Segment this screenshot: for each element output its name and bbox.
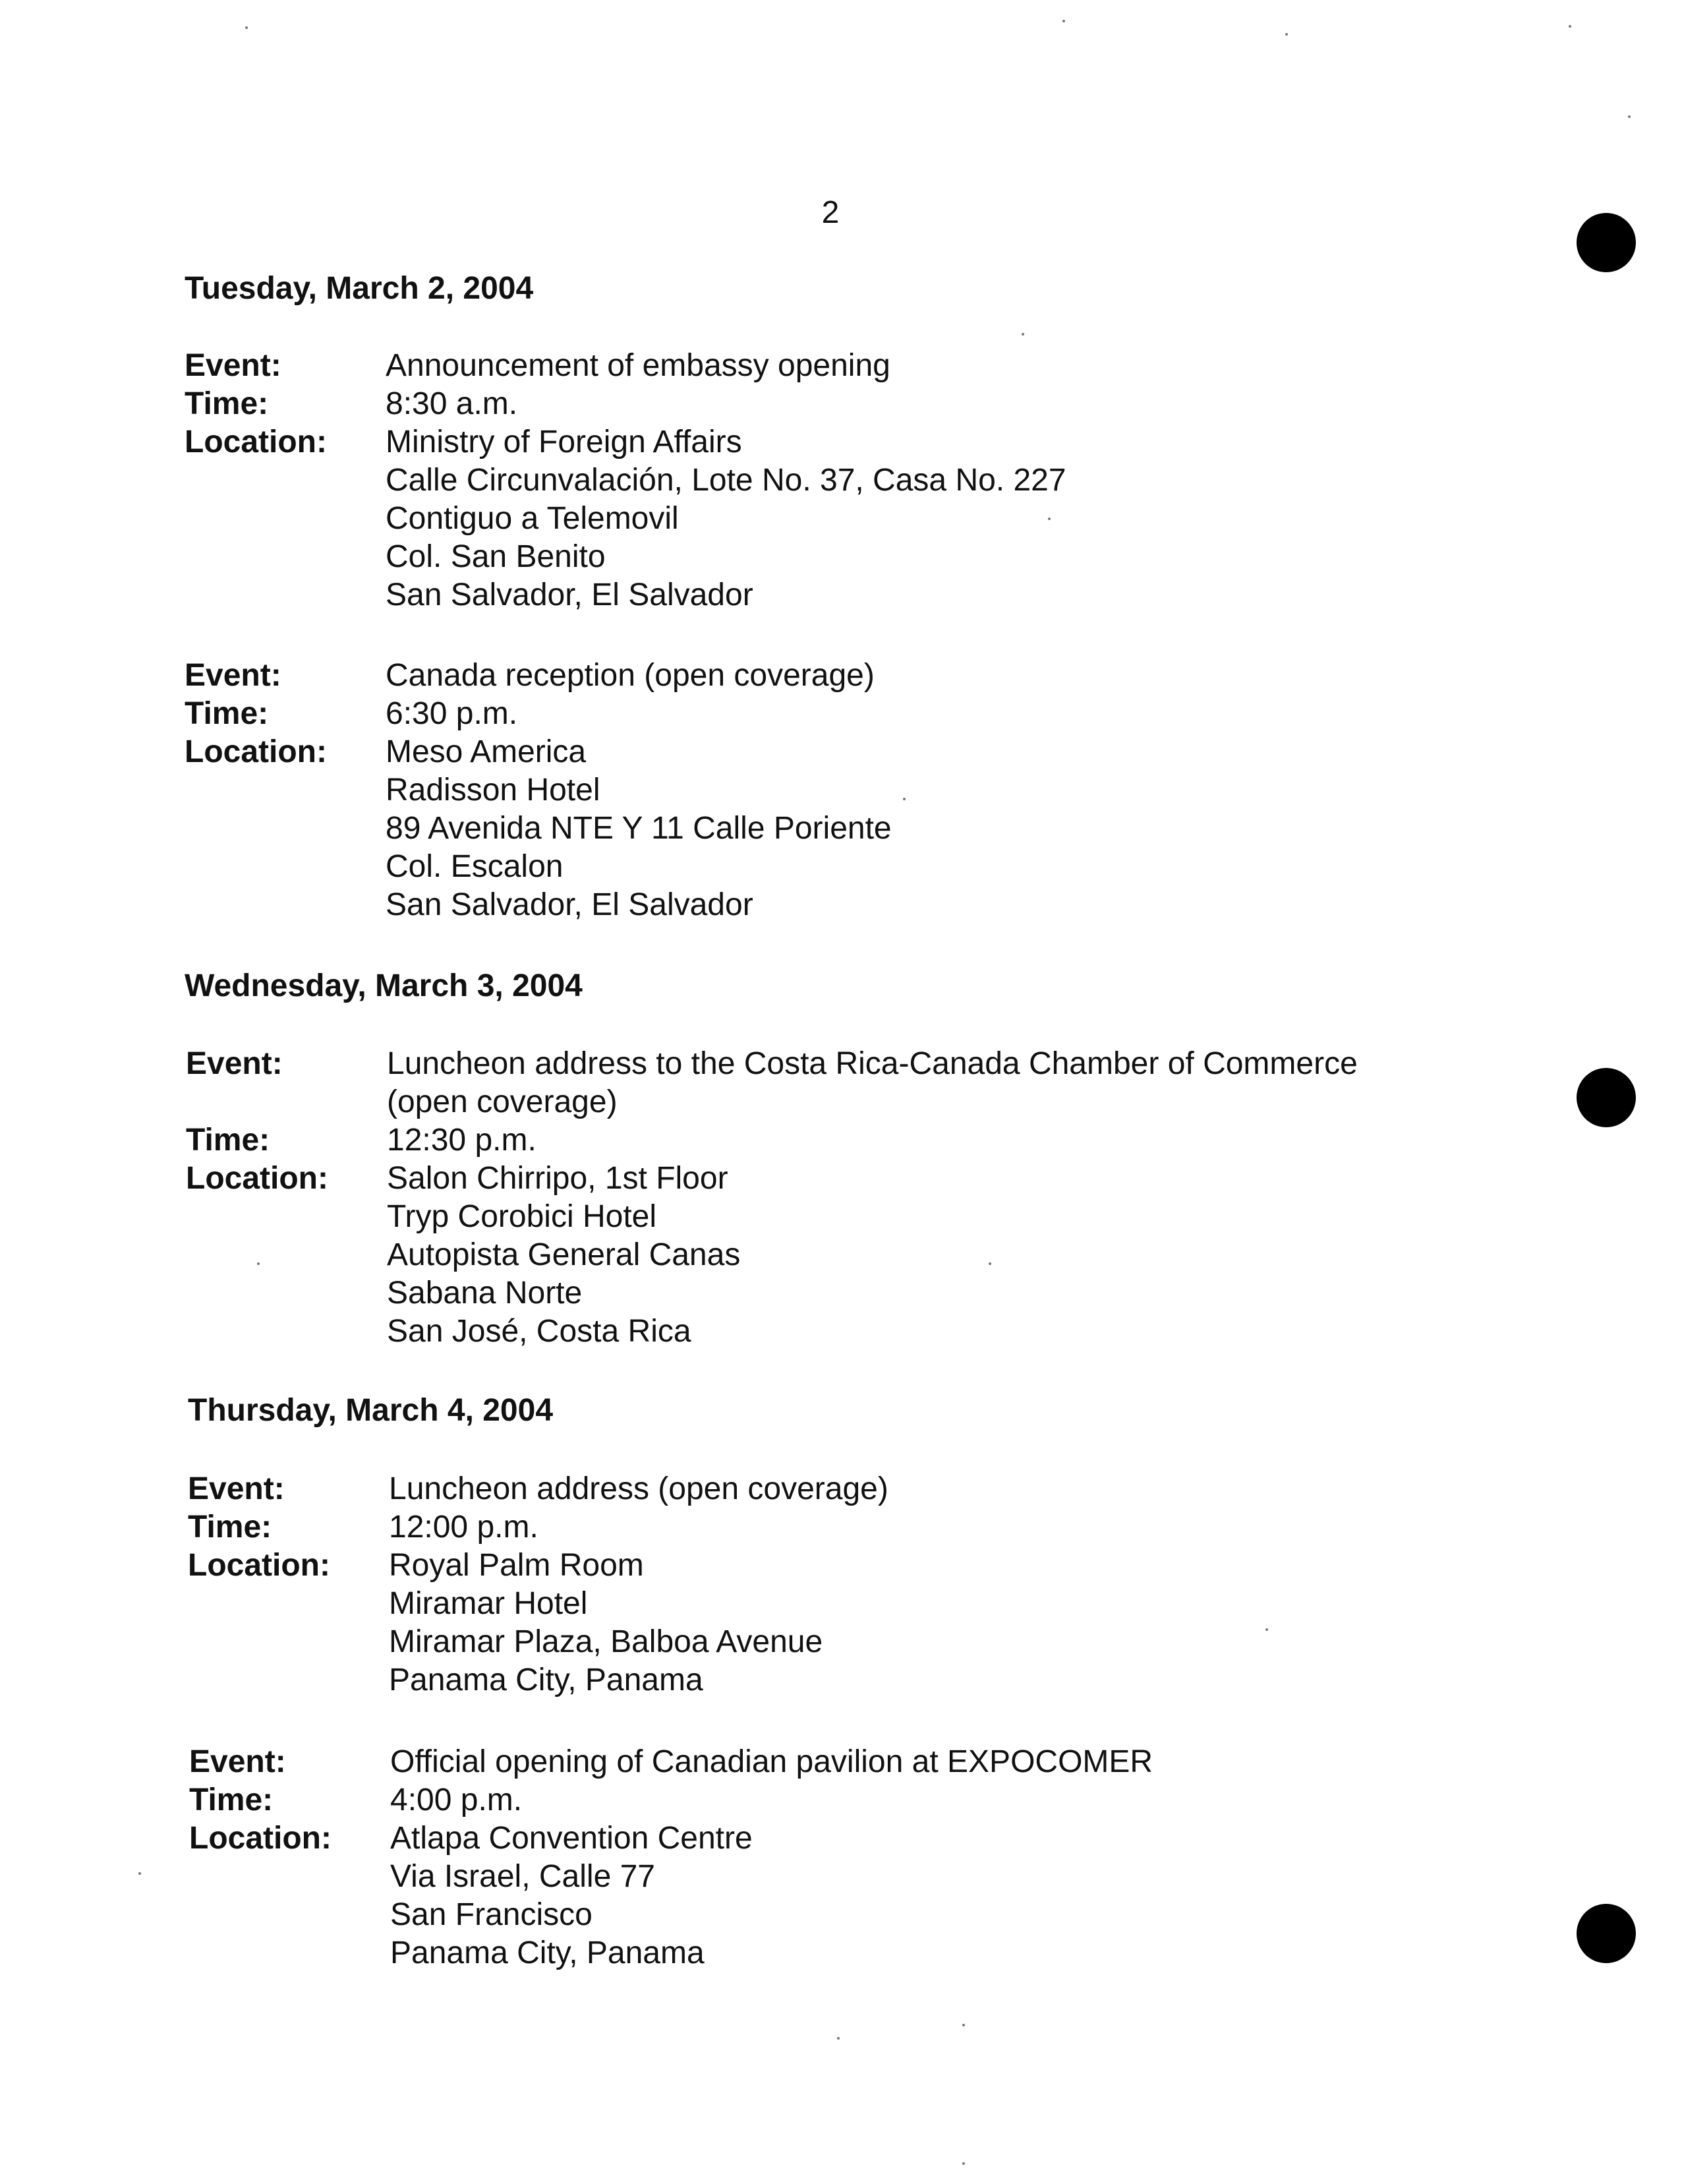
- location-label: Location:: [185, 734, 327, 769]
- location-line: 89 Avenida NTE Y 11 Calle Poriente: [386, 811, 892, 846]
- location-line: Calle Circunvalación, Lote No. 37, Casa No. 227: [386, 463, 1066, 498]
- scan-speck: [837, 2037, 840, 2040]
- event-label: Event:: [185, 658, 281, 693]
- location-line: Via Israel, Calle 77: [390, 1859, 655, 1894]
- punch-hole: [1577, 1068, 1636, 1127]
- event-title: (open coverage): [387, 1084, 618, 1119]
- location-line: Miramar Hotel: [389, 1586, 588, 1621]
- location-line: Sabana Norte: [387, 1276, 583, 1311]
- time-label: Time:: [189, 1783, 274, 1817]
- event-time: 4:00 p.m.: [390, 1783, 523, 1817]
- event-title: Luncheon address to the Costa Rica-Canada Chamber of Commerce: [387, 1046, 1358, 1081]
- page-number: 2: [821, 195, 840, 230]
- event-time: 12:00 p.m.: [389, 1510, 538, 1545]
- location-line: Tryp Corobici Hotel: [387, 1199, 657, 1234]
- scan-speck: [257, 1262, 260, 1265]
- day-heading: Wednesday, March 3, 2004: [185, 968, 583, 1003]
- time-label: Time:: [186, 1123, 270, 1158]
- event-block: [188, 1470, 1641, 1699]
- location-line: Col. San Benito: [386, 539, 606, 574]
- scan-speck: [1628, 115, 1631, 118]
- scan-speck: [138, 1872, 141, 1875]
- day-heading: Tuesday, March 2, 2004: [185, 271, 534, 306]
- location-label: Location:: [188, 1548, 330, 1583]
- location-line: Ministry of Foreign Affairs: [386, 425, 742, 459]
- location-line: Radisson Hotel: [386, 773, 600, 808]
- event-title: Announcement of embassy opening: [386, 348, 890, 383]
- event-label: Event:: [188, 1471, 285, 1506]
- event-time: 12:30 p.m.: [387, 1123, 536, 1158]
- location-line: San José, Costa Rica: [387, 1314, 691, 1349]
- day-heading: Thursday, March 4, 2004: [188, 1393, 554, 1428]
- location-line: San Salvador, El Salvador: [386, 887, 753, 922]
- scan-speck: [1062, 20, 1065, 22]
- event-title: Official opening of Canadian pavilion at EXPOCOMER: [390, 1744, 1153, 1779]
- scan-speck: [1569, 25, 1571, 28]
- scan-speck: [1285, 33, 1288, 36]
- location-line: San Francisco: [390, 1897, 593, 1932]
- scan-speck: [245, 26, 248, 29]
- event-time: 8:30 a.m.: [386, 386, 518, 421]
- location-label: Location:: [186, 1161, 328, 1196]
- location-line: Royal Palm Room: [389, 1548, 644, 1583]
- location-line: Contiguo a Telemovil: [386, 501, 679, 536]
- event-block: [185, 347, 1638, 614]
- time-label: Time:: [185, 696, 269, 731]
- location-line: Miramar Plaza, Balboa Avenue: [389, 1624, 823, 1659]
- location-line: Panama City, Panama: [390, 1935, 705, 1970]
- scan-speck: [1048, 517, 1051, 520]
- location-line: Col. Escalon: [386, 849, 564, 884]
- scan-speck: [903, 798, 906, 800]
- event-block: [186, 1045, 1639, 1351]
- scan-speck: [989, 1262, 991, 1265]
- location-label: Location:: [185, 425, 327, 459]
- location-line: Atlapa Convention Centre: [390, 1821, 753, 1856]
- event-label: Event:: [189, 1744, 286, 1779]
- scan-speck: [962, 2162, 965, 2165]
- scan-speck: [962, 2024, 965, 2026]
- location-line: Salon Chirripo, 1st Floor: [387, 1161, 728, 1196]
- location-line: Meso America: [386, 734, 587, 769]
- punch-hole: [1577, 1904, 1636, 1963]
- location-line: Autopista General Canas: [387, 1237, 741, 1272]
- location-line: San Salvador, El Salvador: [386, 577, 753, 612]
- event-label: Event:: [185, 348, 281, 383]
- event-time: 6:30 p.m.: [386, 696, 518, 731]
- time-label: Time:: [188, 1510, 272, 1545]
- scan-speck: [1022, 333, 1024, 336]
- event-label: Event:: [186, 1046, 283, 1081]
- event-title: Luncheon address (open coverage): [389, 1471, 888, 1506]
- scan-speck: [1265, 1628, 1268, 1631]
- location-line: Panama City, Panama: [389, 1663, 703, 1697]
- punch-hole: [1577, 213, 1636, 272]
- time-label: Time:: [185, 386, 269, 421]
- location-label: Location:: [189, 1821, 332, 1856]
- event-block: [189, 1743, 1642, 1972]
- event-title: Canada reception (open coverage): [386, 658, 875, 693]
- event-block: [185, 657, 1638, 924]
